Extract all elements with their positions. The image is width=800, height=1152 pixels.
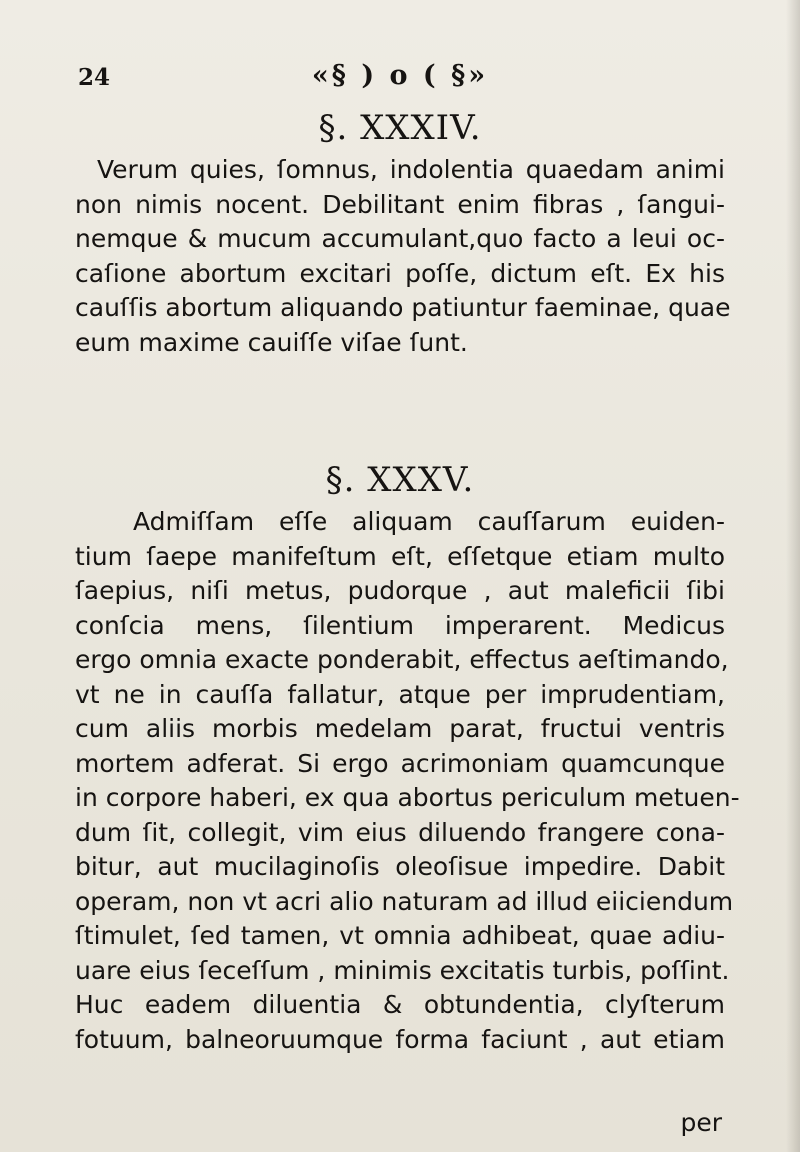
- text-line: Admiſſam eſſe aliquam cauſſarum euiden-: [133, 507, 725, 536]
- text-line: tium ſaepe manifeſtum eſt, eſſetque etiam multo: [75, 541, 725, 571]
- text-line: eum maxime cauiſſe viſae ſunt.: [75, 327, 468, 357]
- text-line: caſione abortum excitari poſſe, dictum eſt. Ex his: [75, 258, 725, 288]
- section-title-xxxv: §. XXXV.: [325, 460, 475, 500]
- text-line: cum aliis morbis medelam parat, fructui ventris: [75, 714, 725, 743]
- text-line: dum ſit, collegit, vim eius diluendo frangere cona-: [75, 817, 725, 847]
- text-line: fotuum, balneoruumque forma faciunt , aut etiam: [75, 1024, 725, 1054]
- text-line: mortem adferat. Si ergo acrimoniam quamcunque: [75, 748, 725, 778]
- section-title-xxxiv: §. XXXIV.: [318, 108, 482, 148]
- text-line: non nimis nocent. Debilitant enim fibras , ſangui-: [75, 189, 725, 219]
- text-line: ſtimulet, ſed tamen, vt omnia adhibeat, quae adiu-: [75, 921, 725, 950]
- page-header: [0, 60, 800, 100]
- page-edge-shadow: [786, 0, 800, 1152]
- running-head-ornament: «§ ) o ( §»: [311, 60, 489, 91]
- text-line: bitur, aut mucilaginoſis oleoſisue impedire. Dabit: [75, 852, 725, 881]
- text-line: Huc eadem diluentia & obtundentia, clyſterum: [75, 990, 725, 1019]
- catchword: per: [680, 1108, 722, 1137]
- text-line: Verum quies, ſomnus, indolentia quaedam animi: [97, 155, 725, 184]
- text-line: in corpore haberi, ex qua abortus periculum metuen-: [75, 783, 740, 812]
- text-line: vt ne in cauſſa fallatur, atque per imprudentiam,: [75, 679, 725, 709]
- page-number: 24: [78, 64, 111, 91]
- text-line: operam, non vt acri alio naturam ad illud eiiciendum: [75, 886, 734, 916]
- text-line: cauſſis abortum aliquando patiuntur faeminae, quae: [75, 293, 731, 322]
- text-line: nemque & mucum accumulant,quo facto a leui oc-: [75, 224, 725, 253]
- paragraph-xxxv: [75, 505, 740, 1057]
- text-line: ſaepius, niſi metus, pudorque , aut maleficii ſibi: [75, 576, 725, 605]
- text-line: ergo omnia exacte ponderabit, effectus aeſtimando,: [75, 645, 729, 674]
- text-line: conſcia mens, ſilentium imperarent. Medicus: [75, 610, 725, 640]
- paragraph-xxxiv: [75, 153, 731, 360]
- text-line: uare eius ſeceſſum , minimis excitatis turbis, poſſint.: [75, 955, 730, 985]
